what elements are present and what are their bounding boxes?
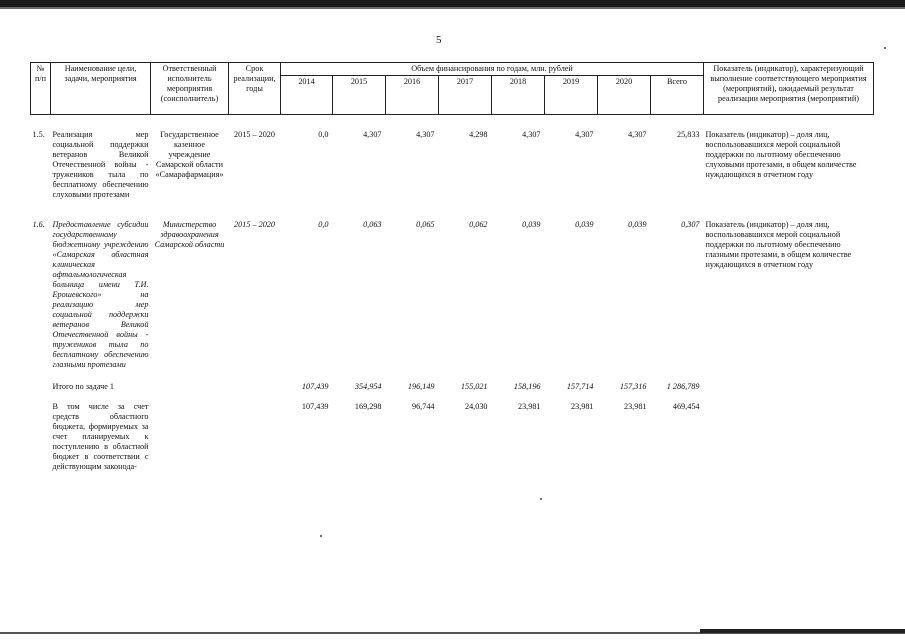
- row-indicator: Показатель (индикатор) – доля лиц, воспользовавшихся мерой социальной поддержки по льготному обеспечению слуховыми протезами, в общем количестве нуждающихся в отчетном году: [705, 130, 857, 179]
- row-indicator: Показатель (индикатор) – доля лиц, воспользовавшихся мерой социальной поддержки по льготному обеспечению глазными протезами, в общем количестве нуждающихся в отчетном году: [705, 220, 852, 269]
- header-year: 2016: [386, 76, 439, 115]
- row-value: 0,0: [318, 220, 329, 229]
- row-value: 4,298: [469, 130, 488, 139]
- total-value: 157,316: [619, 382, 647, 391]
- program-activities-table: [30, 62, 874, 473]
- including-label: В том числе за счет средств областного бюджета, формируемых за счет планируемых к поступлению в областной бюджет в соответствии с действующим законода-: [52, 402, 149, 471]
- scan-speck: [320, 535, 322, 537]
- row-value: 4,307: [522, 130, 541, 139]
- scan-speck: [884, 47, 886, 49]
- including-value: 169,298: [354, 402, 382, 411]
- row-number: 1.6.: [32, 220, 45, 229]
- row-total: 25,833: [676, 130, 700, 139]
- row-name: Предоставление субсидии государственному бюджетному учреждению «Самарская областная клиническая офтальмологическая больница имени Т.И. Ерошевского» на реализацию мер социальной поддержки ветеранов Великой Отечественной войны - тружеников тыла по бесплатному обеспечению глазными протезами: [52, 220, 149, 369]
- header-period: Срок реализации, годы: [229, 63, 281, 115]
- including-value: 23,981: [517, 402, 541, 411]
- row-value: 4,307: [416, 130, 435, 139]
- header-year: 2017: [439, 76, 492, 115]
- including-value: 23,981: [623, 402, 647, 411]
- including-value: 107,439: [301, 402, 329, 411]
- total-value: 354,954: [354, 382, 382, 391]
- including-value: 23,981: [570, 402, 594, 411]
- including-row: [31, 401, 874, 473]
- header-indicator: Показатель (индикатор), характеризующий выполнение соответствующего мероприятия (мероприятий), ожидаемый результат реализации мероприятия (мероприятий): [704, 63, 874, 115]
- header-funding: Объем финансирования по годам, млн. рублей: [281, 63, 704, 76]
- row-value: 4,307: [575, 130, 594, 139]
- header-executor: Ответственный исполнитель мероприятия (соисполнитель): [151, 63, 229, 115]
- header-number: № п/п: [31, 63, 51, 115]
- page-number: 5: [436, 34, 442, 46]
- total-sum: 1 286,789: [666, 382, 700, 391]
- including-sum: 469,454: [672, 402, 700, 411]
- header-row-1: [31, 63, 874, 76]
- row-value: 0,063: [363, 220, 382, 229]
- scan-top-edge-shadow: [0, 7, 905, 9]
- row-name: Реализация мер социальной поддержки ветеранов Великой Отечественной войны - тружеников тыла по бесплатному обеспечению слуховыми протезами: [52, 130, 149, 199]
- header-year: 2018: [492, 76, 545, 115]
- row-value: 4,307: [363, 130, 382, 139]
- header-year: 2014: [281, 76, 333, 115]
- row-value: 0,0: [318, 130, 329, 139]
- header-total: Всего: [651, 76, 704, 115]
- scan-top-edge: [0, 0, 905, 7]
- header-year: 2019: [545, 76, 598, 115]
- header-year: 2020: [598, 76, 651, 115]
- header-year: 2015: [333, 76, 386, 115]
- row-value: 4,307: [628, 130, 647, 139]
- total-value: 155,021: [460, 382, 488, 391]
- row-value: 0,065: [416, 220, 435, 229]
- total-value: 196,149: [407, 382, 435, 391]
- row-number: 1.5.: [32, 130, 45, 139]
- row-total: 0,307: [681, 220, 700, 229]
- scan-speck: [540, 498, 542, 500]
- row-period: 2015 – 2020: [234, 220, 275, 229]
- total-value: 157,714: [566, 382, 594, 391]
- total-value: 158,196: [513, 382, 541, 391]
- header-name: Наименование цели, задачи, мероприятия: [51, 63, 151, 115]
- row-value: 0,039: [575, 220, 594, 229]
- row-value: 0,039: [628, 220, 647, 229]
- table-row: [31, 129, 874, 201]
- row-value: 0,062: [469, 220, 488, 229]
- table-row: [31, 219, 874, 371]
- including-value: 24,030: [464, 402, 488, 411]
- row-period: 2015 – 2020: [234, 130, 275, 139]
- including-value: 96,744: [411, 402, 435, 411]
- scan-bottom-edge-dark: [700, 629, 905, 633]
- total-value: 107,439: [301, 382, 329, 391]
- row-executor: Государственное казенное учреждение Самарской области «Самарафармация»: [155, 130, 224, 179]
- row-executor: Министерство здравоохранения Самарской области: [154, 220, 225, 249]
- task-total-row: [31, 381, 874, 393]
- row-value: 0,039: [522, 220, 541, 229]
- task-total-label: Итого по задаче 1: [52, 382, 115, 391]
